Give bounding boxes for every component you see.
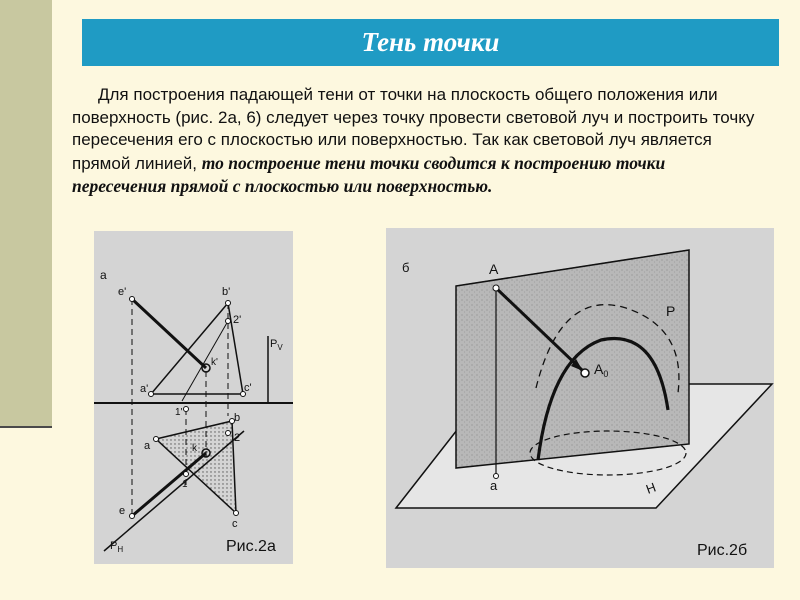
triangle-front — [151, 303, 243, 394]
label-k: k — [192, 443, 197, 454]
body-paragraph — [72, 84, 762, 199]
point-1-prime — [184, 407, 189, 412]
label-panel-a: а — [100, 268, 107, 282]
label-e-prime: e' — [118, 286, 127, 298]
triangle-horizontal — [156, 421, 236, 513]
label-b: b — [234, 412, 241, 424]
label-c: c — [232, 518, 238, 530]
label-H: H — [643, 479, 658, 497]
paragraph-normal: Для построения падающей тени от точки на плоскость общего положения или поверхность (рис. 2а, 6) следует через точку провести световой луч и построить точку пересечения его с плоскостью или поверхностью. Так как световой луч является прямой линией, — [72, 85, 755, 173]
caption-figure-2a: Рис.2а — [226, 538, 276, 555]
label-a: a — [144, 440, 151, 452]
point-A0 — [581, 369, 589, 377]
label-2: 2 — [234, 432, 241, 444]
label-panel-b: б — [402, 260, 410, 275]
slide-title: Тень точки — [361, 27, 500, 57]
caption-figure-2b: Рис.2б — [697, 542, 748, 559]
label-A: A — [489, 261, 499, 277]
title-bar — [82, 19, 779, 66]
point-e-prime — [130, 297, 135, 302]
label-e: e — [119, 505, 126, 517]
label-1-prime: 1' — [175, 407, 183, 418]
point-1 — [184, 472, 189, 477]
label-A0: $A_0$ — [594, 361, 609, 379]
point-a-prime — [149, 392, 154, 397]
paragraph-emphasis: то построение тени точки сводится к построению точки пересечения прямой с плоскостью или поверхностью. — [72, 152, 666, 196]
figure-2b-drawing — [386, 228, 774, 568]
point-2 — [226, 431, 231, 436]
point-a — [154, 437, 159, 442]
point-b-prime — [226, 301, 231, 306]
label-pv: $P_V$ — [270, 338, 283, 352]
light-ray-front — [132, 299, 206, 368]
label-b-prime: b' — [222, 286, 231, 298]
figure-2a-drawing — [94, 231, 293, 564]
label-P: P — [666, 303, 676, 319]
figure-2a — [94, 231, 293, 564]
left-accent-divider — [0, 426, 52, 428]
point-e — [130, 514, 135, 519]
point-c — [234, 511, 239, 516]
label-c-prime: c' — [244, 382, 252, 394]
label-1: 1 — [182, 479, 188, 490]
label-a: a — [490, 478, 498, 493]
point-A — [493, 285, 499, 291]
label-a-prime: a' — [140, 383, 149, 395]
point-2-prime — [226, 319, 231, 324]
label-2-prime: 2' — [233, 314, 242, 326]
label-ph: $P_H$ — [110, 540, 124, 554]
left-accent-bar — [0, 0, 52, 426]
light-ray-horizontal — [132, 453, 206, 516]
figure-2b — [386, 228, 774, 568]
line-1-2-front — [182, 321, 228, 401]
label-k-prime: k' — [211, 357, 218, 368]
